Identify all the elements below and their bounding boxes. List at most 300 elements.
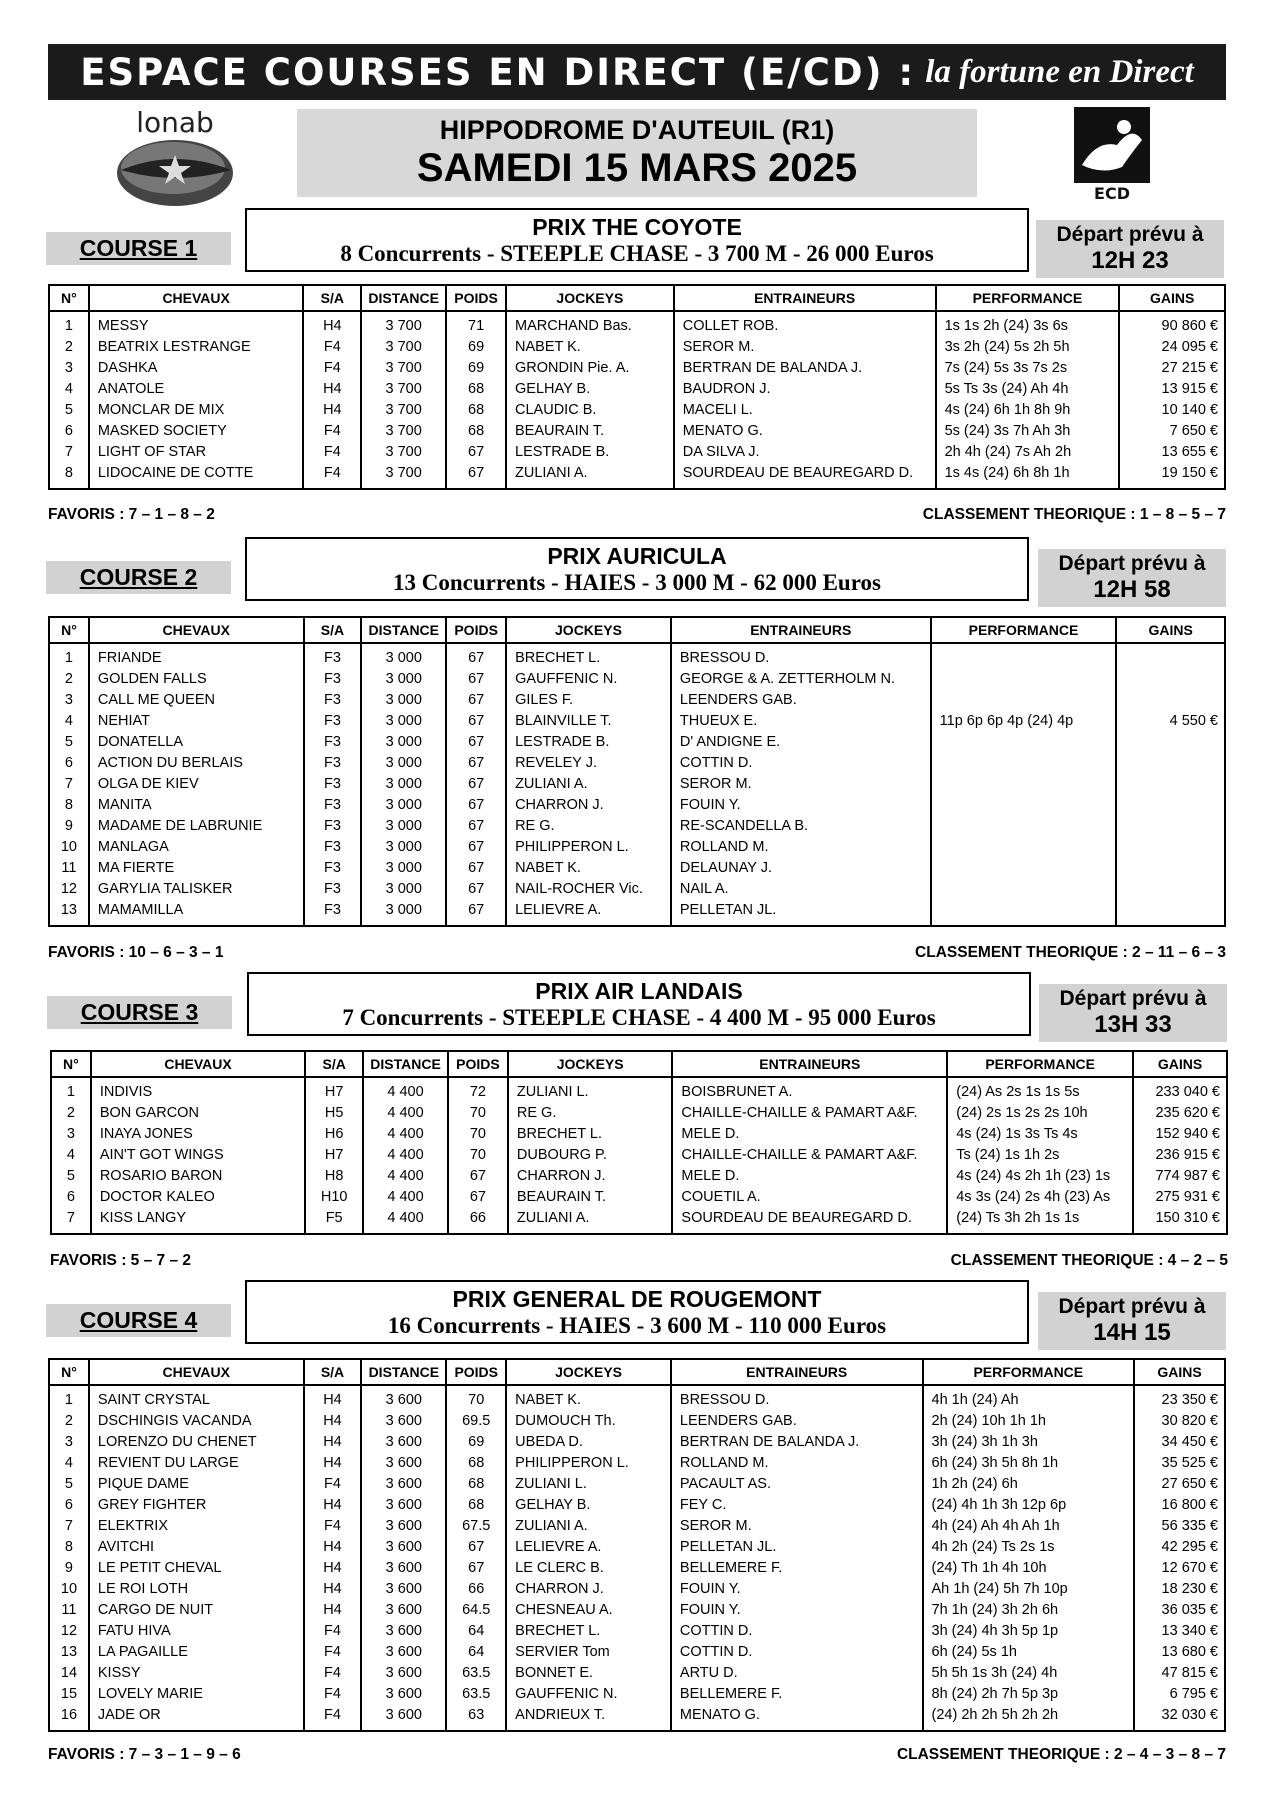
cell-sex-age: H4 [304,1431,362,1452]
cell-performance: 5h 5h 1s 3h (24) 4h [923,1662,1135,1683]
table-row [49,1385,1225,1410]
cell-distance: 3 700 [361,462,446,489]
column-header-weight: POIDS [446,285,506,311]
cell-distance: 3 000 [361,731,446,752]
cell-performance: 4h (24) Ah 4h Ah 1h [923,1515,1135,1536]
cell-distance: 3 000 [361,643,446,668]
cell-weight: 71 [446,311,506,336]
table-row [51,1144,1227,1165]
cell-weight: 68 [446,399,506,420]
course-label: COURSE 3 [47,996,232,1029]
cell-earnings [1116,815,1225,836]
cell-distance: 3 600 [361,1704,446,1731]
cell-jockey: ZULIANI A. [506,773,671,794]
cell-num: 6 [49,1494,89,1515]
cell-earnings: 36 035 € [1134,1599,1225,1620]
cell-jockey: RE G. [506,815,671,836]
cell-trainer: BERTRAN DE BALANDA J. [674,357,936,378]
table-row [49,878,1225,899]
cell-trainer: SEROR M. [671,773,931,794]
cell-num: 5 [49,731,89,752]
cell-horse: AIN'T GOT WINGS [91,1144,305,1165]
cell-num: 15 [49,1683,89,1704]
cell-horse: KISS LANGY [91,1207,305,1234]
cell-num: 4 [51,1144,91,1165]
cell-distance: 3 600 [361,1431,446,1452]
cell-earnings [1116,878,1225,899]
table-row [49,1704,1225,1731]
cell-weight: 67 [446,815,506,836]
cell-num: 2 [49,1410,89,1431]
cell-trainer: SEROR M. [674,336,936,357]
ranking-value: 1 – 8 – 5 – 7 [1139,506,1226,523]
cell-earnings: 24 095 € [1119,336,1225,357]
column-header-distance: DISTANCE [361,1359,446,1385]
cell-performance: 7s (24) 5s 3s 7s 2s [936,357,1120,378]
cell-sex-age: F3 [304,899,362,926]
cell-jockey: MARCHAND Bas. [506,311,674,336]
cell-distance: 3 000 [361,878,446,899]
cell-jockey: BRECHET L. [506,1620,671,1641]
race-info: 8 Concurrents - STEEPLE CHASE - 3 700 M - 26 000 Euros [340,241,934,266]
cell-weight: 63 [446,1704,506,1731]
cell-performance [931,752,1117,773]
cell-trainer: D' ANDIGNE E. [671,731,931,752]
cell-jockey: ZULIANI A. [508,1207,673,1234]
cell-jockey: BONNET E. [506,1662,671,1683]
cell-distance: 4 400 [363,1165,448,1186]
departure-time-box [1038,1292,1226,1350]
cell-sex-age: F3 [304,773,362,794]
cell-trainer: BAUDRON J. [674,378,936,399]
cell-jockey: GILES F. [506,689,671,710]
cell-horse: INAYA JONES [91,1123,305,1144]
cell-performance: Ts (24) 1s 1h 2s [947,1144,1133,1165]
cell-jockey: GRONDIN Pie. A. [506,357,674,378]
table-row [51,1165,1227,1186]
cell-weight: 70 [448,1144,508,1165]
cell-num: 6 [49,752,89,773]
cell-earnings: 235 620 € [1133,1102,1227,1123]
cell-weight: 67 [446,773,506,794]
cell-sex-age: F3 [304,710,362,731]
departure-label: Départ prévu à [1056,223,1204,246]
cell-distance: 3 600 [361,1662,446,1683]
cell-performance: 2h 4h (24) 7s Ah 2h [936,441,1120,462]
table-row [49,399,1225,420]
column-header-distance: DISTANCE [361,617,446,643]
table-row [49,1683,1225,1704]
table-row [51,1207,1227,1234]
cell-sex-age: H5 [305,1102,363,1123]
venue-name: HIPPODROME D'AUTEUIL (R1) [439,115,835,145]
cell-trainer: SOURDEAU DE BEAUREGARD D. [672,1207,947,1234]
cell-horse: REVIENT DU LARGE [89,1452,304,1473]
cell-weight: 70 [446,1385,506,1410]
cell-weight: 66 [446,1578,506,1599]
cell-sex-age: F3 [304,668,362,689]
cell-earnings [1116,836,1225,857]
cell-horse: FATU HIVA [89,1620,304,1641]
cell-horse: GOLDEN FALLS [89,668,304,689]
cell-num: 16 [49,1704,89,1731]
cell-distance: 4 400 [363,1186,448,1207]
cell-distance: 3 700 [361,420,446,441]
table-row [49,1494,1225,1515]
cell-num: 2 [51,1102,91,1123]
cell-num: 9 [49,815,89,836]
table-row [49,1578,1225,1599]
cell-jockey: ANDRIEUX T. [506,1704,671,1731]
cell-performance [931,689,1117,710]
cell-trainer: SOURDEAU DE BEAUREGARD D. [674,462,936,489]
cell-trainer: LEENDERS GAB. [671,689,931,710]
cell-sex-age: F3 [304,878,362,899]
cell-performance [931,731,1117,752]
cell-performance: 3h (24) 4h 3h 5p 1p [923,1620,1135,1641]
cell-sex-age: H4 [304,1557,362,1578]
cell-sex-age: F4 [303,420,361,441]
cell-earnings: 4 550 € [1116,710,1225,731]
cell-earnings: 19 150 € [1119,462,1225,489]
cell-trainer: CHAILLE-CHAILLE & PAMART A&F. [672,1144,947,1165]
table-row [49,1431,1225,1452]
cell-sex-age: H4 [303,378,361,399]
cell-num: 3 [49,689,89,710]
cell-earnings [1116,668,1225,689]
column-header-sex-age: S/A [305,1051,363,1077]
cell-earnings [1116,794,1225,815]
cell-jockey: UBEDA D. [506,1431,671,1452]
cell-sex-age: F4 [304,1683,362,1704]
cell-performance: 2h (24) 10h 1h 1h [923,1410,1135,1431]
cell-horse: MONCLAR DE MIX [89,399,304,420]
cell-horse: DASHKA [89,357,304,378]
table-row [49,731,1225,752]
table-row [49,643,1225,668]
departure-time-box [1038,549,1226,607]
cell-weight: 68 [446,1452,506,1473]
table-row [49,794,1225,815]
cell-num: 4 [49,710,89,731]
cell-distance: 3 700 [361,336,446,357]
cell-sex-age: H4 [304,1536,362,1557]
cell-distance: 3 700 [361,378,446,399]
cell-distance: 3 600 [361,1385,446,1410]
cell-trainer: MELE D. [672,1165,947,1186]
cell-horse: LA PAGAILLE [89,1641,304,1662]
theoretical-ranking [897,1746,1226,1764]
cell-weight: 68 [446,420,506,441]
cell-earnings: 12 670 € [1134,1557,1225,1578]
table-header-row [49,1359,1225,1385]
race-info: 7 Concurrents - STEEPLE CHASE - 4 400 M - 95 000 Euros [342,1005,936,1030]
cell-num: 2 [49,668,89,689]
cell-performance: 11p 6p 6p 4p (24) 4p [931,710,1117,731]
table-row [49,857,1225,878]
cell-trainer: LEENDERS GAB. [671,1410,923,1431]
cell-num: 11 [49,857,89,878]
cell-jockey: CHARRON J. [506,794,671,815]
cell-sex-age: H4 [304,1599,362,1620]
cell-sex-age: F4 [304,1620,362,1641]
departure-time: 12H 23 [1091,247,1169,274]
favorites-label: FAVORIS : [48,506,125,523]
cell-jockey: BRECHET L. [506,643,671,668]
cell-sex-age: F4 [304,1662,362,1683]
cell-earnings: 18 230 € [1134,1578,1225,1599]
column-header-jockey: JOCKEYS [506,1359,671,1385]
cell-distance: 3 000 [361,710,446,731]
race-info: 13 Concurrents - HAIES - 3 000 M - 62 000 Euros [393,570,881,595]
race-date: SAMEDI 15 MARS 2025 [416,146,858,190]
cell-jockey: NABET K. [506,1385,671,1410]
cell-sex-age: F4 [304,1473,362,1494]
cell-trainer: BOISBRUNET A. [672,1077,947,1102]
cell-num: 8 [49,462,89,489]
cell-jockey: CHESNEAU A. [506,1599,671,1620]
cell-horse: ACTION DU BERLAIS [89,752,304,773]
table-row [49,710,1225,731]
cell-earnings: 27 215 € [1119,357,1225,378]
cell-weight: 67 [446,836,506,857]
cell-num: 8 [49,794,89,815]
cell-earnings: 236 915 € [1133,1144,1227,1165]
cell-trainer: MELE D. [672,1123,947,1144]
cell-sex-age: H8 [305,1165,363,1186]
table-row [51,1102,1227,1123]
cell-sex-age: F5 [305,1207,363,1234]
header-banner [48,44,1226,100]
race-title-box [247,972,1031,1036]
cell-performance [931,794,1117,815]
cell-trainer: THUEUX E. [671,710,931,731]
departure-time: 12H 58 [1093,576,1171,603]
race-info: 16 Concurrents - HAIES - 3 600 M - 110 000 Euros [387,1313,887,1338]
column-header-jockey: JOCKEYS [508,1051,673,1077]
column-header-jockey: JOCKEYS [506,617,671,643]
cell-distance: 3 000 [361,668,446,689]
cell-weight: 69 [446,357,506,378]
cell-performance: 6h (24) 5s 1h [923,1641,1135,1662]
cell-horse: LE PETIT CHEVAL [89,1557,304,1578]
cell-performance: 4s (24) 4s 2h 1h (23) 1s [947,1165,1133,1186]
table-row [49,773,1225,794]
cell-earnings: 13 680 € [1134,1641,1225,1662]
race-name: PRIX AIR LANDAIS [535,978,743,1004]
cell-earnings [1116,857,1225,878]
cell-weight: 64.5 [446,1599,506,1620]
cell-weight: 68 [446,1473,506,1494]
cell-sex-age: F3 [304,689,362,710]
cell-earnings: 30 820 € [1134,1410,1225,1431]
cell-jockey: NABET K. [506,857,671,878]
cell-jockey: GELHAY B. [506,378,674,399]
cell-distance: 4 400 [363,1077,448,1102]
cell-distance: 3 000 [361,773,446,794]
cell-num: 7 [51,1207,91,1234]
ranking-value: 2 – 11 – 6 – 3 [1132,944,1226,961]
cell-trainer: ROLLAND M. [671,1452,923,1473]
cell-weight: 66 [448,1207,508,1234]
cell-performance: (24) Ts 3h 2h 1s 1s [947,1207,1133,1234]
favorites [50,1252,191,1270]
table-header-row [51,1051,1227,1077]
favorites [48,944,223,962]
cell-performance: 4h 2h (24) Ts 2s 1s [923,1536,1135,1557]
cell-horse: ROSARIO BARON [91,1165,305,1186]
cell-distance: 3 000 [361,815,446,836]
favorites-value: 5 – 7 – 2 [130,1252,191,1269]
table-row [49,378,1225,399]
cell-trainer: BELLEMERE F. [671,1683,923,1704]
cell-weight: 67 [446,668,506,689]
cell-weight: 69 [446,336,506,357]
cell-sex-age: F3 [304,731,362,752]
column-header-weight: POIDS [448,1051,508,1077]
cell-horse: ELEKTRIX [89,1515,304,1536]
cell-earnings: 10 140 € [1119,399,1225,420]
cell-horse: DOCTOR KALEO [91,1186,305,1207]
cell-sex-age: F4 [304,1704,362,1731]
cell-horse: NEHIAT [89,710,304,731]
table-row [51,1077,1227,1102]
cell-num: 6 [51,1186,91,1207]
table-row [49,668,1225,689]
cell-horse: DSCHINGIS VACANDA [89,1410,304,1431]
cell-distance: 3 700 [361,311,446,336]
cell-performance: (24) As 2s 1s 1s 5s [947,1077,1133,1102]
cell-sex-age: F3 [304,857,362,878]
column-header-trainer: ENTRAINEURS [671,617,931,643]
cell-distance: 3 600 [361,1515,446,1536]
cell-jockey: LESTRADE B. [506,731,671,752]
cell-horse: LIDOCAINE DE COTTE [89,462,304,489]
cell-horse: LOVELY MARIE [89,1683,304,1704]
cell-horse: BEATRIX LESTRANGE [89,336,304,357]
cell-performance: 8h (24) 2h 7h 5p 3p [923,1683,1135,1704]
race-title-box [245,1280,1029,1344]
cell-performance: 4s (24) 1s 3s Ts 4s [947,1123,1133,1144]
cell-weight: 64 [446,1620,506,1641]
favorites-value: 7 – 3 – 1 – 9 – 6 [128,1746,241,1763]
cell-sex-age: F4 [304,1641,362,1662]
ranking-label: CLASSEMENT THEORIQUE : [950,1252,1164,1269]
cell-performance: Ah 1h (24) 5h 7h 10p [923,1578,1135,1599]
cell-earnings: 150 310 € [1133,1207,1227,1234]
cell-weight: 67 [446,462,506,489]
cell-jockey: ZULIANI L. [508,1077,673,1102]
column-header-sex-age: S/A [304,1359,362,1385]
cell-distance: 3 700 [361,399,446,420]
cell-sex-age: H7 [305,1144,363,1165]
cell-earnings: 275 931 € [1133,1186,1227,1207]
cell-trainer: COUETIL A. [672,1186,947,1207]
cell-earnings: 47 815 € [1134,1662,1225,1683]
theoretical-ranking [951,1252,1228,1270]
column-header-distance: DISTANCE [363,1051,448,1077]
cell-performance [931,878,1117,899]
cell-distance: 3 600 [361,1683,446,1704]
cell-sex-age: F4 [303,357,361,378]
cell-horse: GARYLIA TALISKER [89,878,304,899]
cell-num: 7 [49,773,89,794]
ranking-value: 2 – 4 – 3 – 8 – 7 [1113,1746,1226,1763]
cell-distance: 3 000 [361,752,446,773]
cell-jockey: NABET K. [506,336,674,357]
cell-performance [931,773,1117,794]
cell-jockey: PHILIPPERON L. [506,1452,671,1473]
table-row [51,1186,1227,1207]
cell-sex-age: F3 [304,752,362,773]
cell-sex-age: H4 [304,1452,362,1473]
column-header-distance: DISTANCE [361,285,446,311]
cell-weight: 69 [446,1431,506,1452]
favorites-value: 10 – 6 – 3 – 1 [128,944,224,961]
cell-trainer: BRESSOU D. [671,1385,923,1410]
cell-distance: 3 600 [361,1494,446,1515]
cell-distance: 3 000 [361,794,446,815]
column-header-earnings: GAINS [1133,1051,1227,1077]
cell-trainer: PELLETAN JL. [671,1536,923,1557]
cell-weight: 67 [448,1165,508,1186]
cell-sex-age: H4 [304,1578,362,1599]
cell-distance: 4 400 [363,1102,448,1123]
cell-earnings: 7 650 € [1119,420,1225,441]
cell-distance: 3 700 [361,357,446,378]
banner-slogan: la fortune en Direct [925,53,1194,90]
cell-earnings: 23 350 € [1134,1385,1225,1410]
table-row [49,815,1225,836]
column-header-earnings: GAINS [1116,617,1225,643]
column-header-weight: POIDS [446,617,506,643]
cell-performance: (24) 2h 2h 5h 2h 2h [923,1704,1135,1731]
cell-trainer: COLLET ROB. [674,311,936,336]
table-row [49,336,1225,357]
cell-num: 1 [49,643,89,668]
cell-num: 13 [49,899,89,926]
cell-weight: 67 [446,857,506,878]
cell-distance: 3 000 [361,899,446,926]
column-header-trainer: ENTRAINEURS [672,1051,947,1077]
cell-earnings: 32 030 € [1134,1704,1225,1731]
cell-sex-age: H4 [304,1410,362,1431]
cell-trainer: ROLLAND M. [671,836,931,857]
cell-earnings [1116,731,1225,752]
cell-horse: MESSY [89,311,304,336]
cell-weight: 70 [448,1123,508,1144]
cell-distance: 3 600 [361,1620,446,1641]
cell-distance: 3 600 [361,1410,446,1431]
cell-num: 3 [51,1123,91,1144]
cell-trainer: COTTIN D. [671,1641,923,1662]
cell-trainer: CHAILLE-CHAILLE & PAMART A&F. [672,1102,947,1123]
ecd-logo-text: ECD [1094,184,1130,203]
cell-num: 5 [49,1473,89,1494]
cell-distance: 3 600 [361,1452,446,1473]
favorites-label: FAVORIS : [48,1746,125,1763]
cell-trainer: BRESSOU D. [671,643,931,668]
cell-num: 4 [49,1452,89,1473]
course-label: COURSE 1 [46,232,231,265]
cell-performance: 4h 1h (24) Ah [923,1385,1135,1410]
race-name: PRIX GENERAL DE ROUGEMONT [452,1286,822,1312]
departure-label: Départ prévu à [1058,552,1206,575]
theoretical-ranking [915,944,1226,962]
cell-horse: FRIANDE [89,643,304,668]
cell-performance: 1h 2h (24) 6h [923,1473,1135,1494]
race-title-box [245,208,1029,272]
